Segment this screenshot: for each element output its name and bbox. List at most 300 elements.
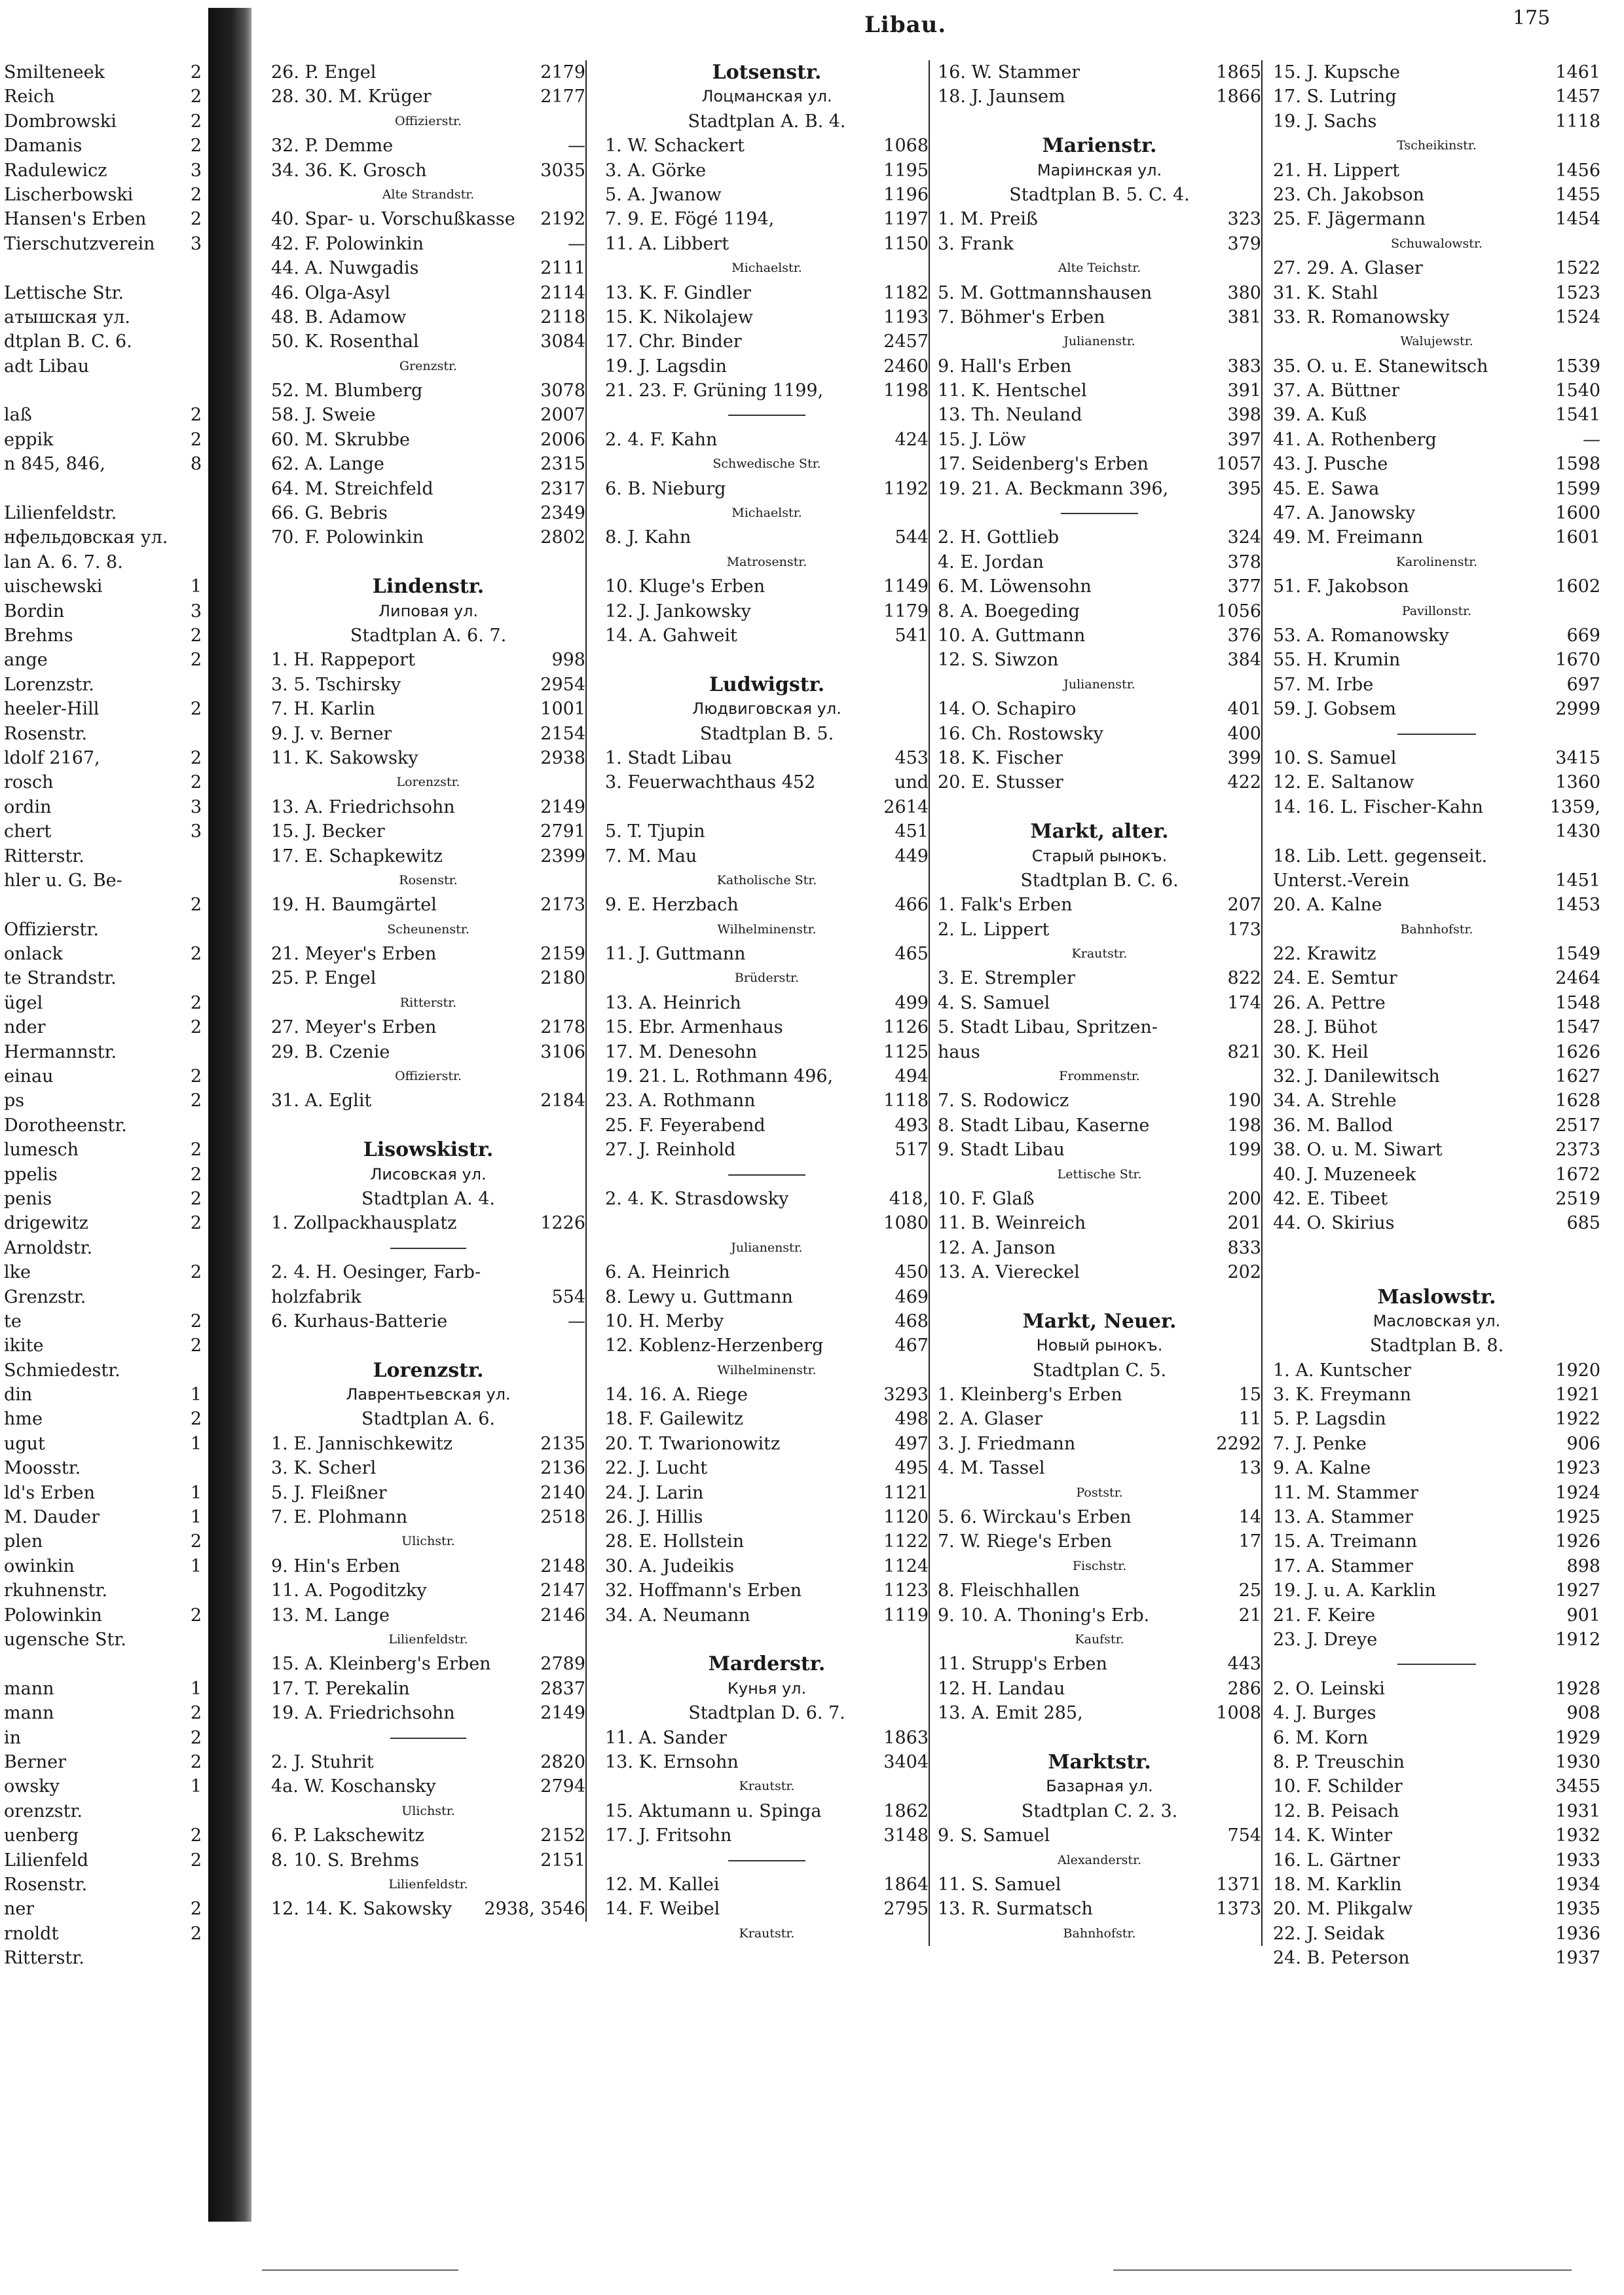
street-heading: Marienstr.: [1042, 134, 1157, 158]
stadtplan-ref: Stadtplan A. 6. 7.: [350, 625, 507, 646]
entry-number: 685: [1566, 1213, 1600, 1234]
entry-number: [195, 1358, 202, 1383]
entry-number: 2: [190, 1825, 202, 1846]
entry-number: 2135: [540, 1433, 585, 1454]
entry-number: 1922: [1555, 1409, 1600, 1430]
entry-number: 2: [190, 62, 202, 83]
entry-text: penis: [4, 1188, 52, 1209]
entry-number: 2: [190, 747, 202, 768]
entry-text: 9. S. Samuel: [938, 1825, 1050, 1846]
entry-text: 10. S. Samuel: [1273, 747, 1397, 768]
entry-number: 1457: [1555, 86, 1600, 107]
entry-text: lumesch: [4, 1140, 79, 1161]
entry-text: rnoldt: [4, 1923, 59, 1944]
entry-number: 2179: [540, 62, 585, 83]
entry-text: 13. R. Surmatsch: [938, 1899, 1093, 1920]
entry-number: [195, 354, 202, 379]
cross-street-label: Rosenstr.: [399, 872, 458, 887]
entry-text: 62. A. Lange: [271, 454, 384, 475]
entry-line: [938, 452, 1261, 476]
entry-number: 2460: [883, 356, 929, 377]
entry-number: 400: [1227, 723, 1261, 744]
entry-line: [938, 991, 1261, 1015]
entry-number: 1626: [1555, 1041, 1600, 1062]
entry-text: 3. E. Strempler: [938, 968, 1075, 989]
entry-number: 1936: [1555, 1923, 1600, 1944]
entry-line: [271, 1309, 585, 1334]
entry-text: 11. M. Stammer: [1273, 1482, 1418, 1503]
entry-number: 2: [190, 1140, 202, 1161]
entry-text: 15. Ebr. Armenhaus: [605, 1017, 783, 1038]
entry-text: 14. 16. A. Riege: [605, 1385, 748, 1406]
book-spine-shadow: [208, 8, 251, 2222]
entry-line: [605, 1309, 929, 1334]
entry-text: 8. P. Treuschin: [1273, 1751, 1405, 1772]
entry-number: 2399: [540, 846, 585, 867]
entry-text: 21. F. Keire: [1273, 1605, 1376, 1626]
entry-text: Rosenstr.: [4, 723, 88, 744]
entry-number: 1182: [883, 282, 929, 303]
entry-number: 1549: [1555, 944, 1600, 965]
entry-number: 1599: [1555, 478, 1600, 499]
entry-number: 1451: [1555, 870, 1600, 891]
entry-number: 1923: [1555, 1458, 1600, 1479]
entry-line: [1273, 1774, 1600, 1799]
entry-number: 1: [190, 1678, 202, 1699]
entry-number: 1933: [1555, 1850, 1600, 1871]
entry-text: 15. J. Löw: [938, 429, 1026, 450]
entry-text: 19. A. Friedrichsohn: [271, 1703, 455, 1724]
cross-street-label: Bahnhofstr.: [1063, 1926, 1136, 1941]
entry-line: [1273, 256, 1600, 280]
entry-text: 2. O. Leinski: [1273, 1678, 1385, 1699]
entry-text: 13. A. Friedrichsohn: [271, 796, 455, 817]
russian-street-name: Липовая ул.: [378, 601, 479, 620]
entry-text: 59. J. Gobsem: [1273, 699, 1396, 720]
entry-line: [1273, 1628, 1600, 1652]
cross-street-label: Frommenstr.: [1059, 1069, 1140, 1084]
entry-line: [1273, 868, 1600, 893]
entry-number: 465: [895, 944, 929, 965]
entry-text: 27. 29. A. Glaser: [1273, 258, 1423, 279]
entry-text: 34. A. Strehle: [1273, 1091, 1397, 1111]
entry-line: [605, 624, 929, 648]
entry-number: 1149: [883, 576, 929, 597]
entry-number: 1540: [1555, 381, 1600, 401]
entry-line: [1273, 770, 1600, 794]
russian-street-name: Кунья ул.: [727, 1679, 807, 1698]
entry-line: [938, 1211, 1261, 1235]
entry-text: 14. O. Schapiro: [938, 699, 1077, 720]
entry-text: 6. M. Korn: [1273, 1727, 1369, 1748]
column-3: [938, 60, 1263, 1946]
entry-line: [1273, 844, 1600, 868]
separator-rule: [1273, 1652, 1600, 1676]
entry-number: 2614: [883, 796, 929, 817]
entry-text: 57. M. Irbe: [1273, 674, 1374, 695]
entry-number: [1255, 1015, 1261, 1039]
entry-line: [938, 1529, 1261, 1554]
entry-number: 1: [190, 576, 202, 597]
entry-line: [4, 1603, 202, 1628]
entry-text: nder: [4, 1017, 46, 1038]
entry-line: [271, 942, 585, 966]
cross-street-label: Wilhelminenstr.: [717, 922, 817, 937]
entry-line: [4, 673, 202, 697]
entry-number: 1: [190, 1433, 202, 1454]
entry-line: [4, 109, 202, 134]
entry-text: owinkin: [4, 1556, 75, 1577]
entry-number: 401: [1227, 699, 1261, 720]
entry-text: 14. 16. L. Fischer-Kahn: [1273, 796, 1483, 817]
stadtplan-ref: Stadtplan A. 6.: [361, 1409, 495, 1430]
entry-text: 19. 21. L. Rothmann 496,: [605, 1066, 834, 1087]
entry-number: [195, 918, 202, 942]
entry-line: [4, 281, 202, 305]
entry-text: 16. L. Gärtner: [1273, 1850, 1401, 1871]
stadtplan-ref: Stadtplan A. B. 4.: [688, 111, 846, 132]
entry-text: 18. K. Fischer: [938, 747, 1063, 768]
entry-line: [4, 1628, 202, 1652]
entry-line: [4, 550, 202, 574]
entry-number: 908: [1566, 1703, 1600, 1724]
entry-text: 11. B. Weinreich: [938, 1213, 1086, 1234]
spacer: [4, 1652, 202, 1676]
entry-line: [938, 599, 1261, 624]
entry-number: 1124: [883, 1556, 929, 1577]
entry-line: [4, 868, 202, 893]
entry-text: 14. F. Weibel: [605, 1899, 720, 1920]
entry-text: 34. A. Neumann: [605, 1605, 750, 1626]
stadtplan-ref: Stadtplan B. 8.: [1369, 1335, 1504, 1356]
entry-line: [271, 329, 585, 354]
entry-text: 50. K. Rosenthal: [271, 331, 419, 352]
entry-number: [195, 966, 202, 990]
entry-text: 2. A. Glaser: [938, 1409, 1043, 1430]
entry-line: [4, 1529, 202, 1554]
entry-line: [271, 207, 585, 231]
entry-line: [1273, 1873, 1600, 1897]
entry-number: [195, 1799, 202, 1823]
entry-text: 18. F. Gailewitz: [605, 1409, 743, 1430]
entry-number: 379: [1227, 233, 1261, 254]
entry-number: 1935: [1555, 1899, 1600, 1920]
entry-text: din: [4, 1385, 33, 1406]
entry-line: [938, 1236, 1261, 1260]
entry-line: [271, 379, 585, 403]
entry-text: M. Dauder: [4, 1507, 100, 1528]
entry-number: 697: [1566, 674, 1600, 695]
entry-line: [4, 1383, 202, 1407]
entry-number: 1080: [883, 1213, 929, 1234]
entry-line: [605, 991, 929, 1015]
separator-rule: [938, 501, 1261, 525]
entry-line: [938, 1432, 1261, 1456]
cross-street-label: Katholische Str.: [716, 872, 817, 887]
entry-line: [1273, 109, 1600, 134]
entry-line: [605, 1481, 929, 1505]
entry-text: 39. A. Kuß: [1273, 405, 1367, 426]
entry-number: 3: [190, 821, 202, 842]
entry-number: 3084: [540, 331, 585, 352]
entry-text: 12. M. Kallei: [605, 1874, 720, 1895]
entry-line: [271, 1211, 585, 1235]
separator-rule: [605, 1848, 929, 1873]
entry-text: 33. R. Romanowsky: [1273, 307, 1450, 327]
entry-line: [1273, 1603, 1600, 1628]
entry-line: [605, 893, 929, 917]
entry-line: [271, 256, 585, 280]
entry-text: rkuhnenstr.: [4, 1580, 108, 1601]
entry-text: 26. P. Engel: [271, 62, 377, 83]
entry-text: 9. J. v. Berner: [271, 723, 392, 744]
entry-line: [1273, 1407, 1600, 1431]
entry-text: Lilienfeld: [4, 1850, 89, 1871]
entry-line: [938, 722, 1261, 746]
entry-line: [1273, 1823, 1600, 1848]
entry-line: [4, 1260, 202, 1284]
entry-line: [1273, 379, 1600, 403]
russian-street-name: Лаврентьевская ул.: [346, 1385, 511, 1404]
entry-text: te Strandstr.: [4, 968, 117, 989]
entry-text: 26. A. Pettre: [1273, 992, 1386, 1013]
entry-number: 2159: [540, 944, 585, 965]
entry-line: [1273, 1211, 1600, 1235]
entry-number: 173: [1227, 919, 1261, 940]
entry-number: 1126: [883, 1017, 929, 1038]
entry-text: 11. A. Libbert: [605, 233, 729, 254]
entry-text: 4. M. Tassel: [938, 1458, 1045, 1479]
entry-text: 32. J. Danilewitsch: [1273, 1066, 1440, 1087]
cross-street-label: Wilhelminenstr.: [717, 1362, 817, 1377]
entry-line: [1273, 1089, 1600, 1113]
entry-line: [605, 1799, 929, 1823]
entry-text: 6. M. Löwensohn: [938, 576, 1092, 597]
entry-number: 21: [1238, 1605, 1261, 1626]
entry-line: [1273, 1677, 1600, 1701]
entry-number: 821: [1227, 1041, 1261, 1062]
entry-line: [938, 1383, 1261, 1407]
entry-line: [4, 329, 202, 354]
entry-number: 1865: [1216, 62, 1261, 83]
entry-text: 7. W. Riege's Erben: [938, 1531, 1112, 1552]
entry-number: 2791: [540, 821, 585, 842]
entry-line: [1273, 525, 1600, 550]
entry-text: 18. M. Karklin: [1273, 1874, 1402, 1895]
entry-line: [938, 477, 1261, 501]
entry-number: 1601: [1555, 527, 1600, 548]
entry-text: 20. T. Twarionowitz: [605, 1433, 781, 1454]
entry-text: 7. S. Rodowicz: [938, 1091, 1069, 1111]
cross-street-label: Tscheikinstr.: [1397, 138, 1477, 153]
entry-line: [4, 1113, 202, 1138]
entry-line: [4, 844, 202, 868]
entry-text: 47. A. Janowsky: [1273, 503, 1416, 524]
entry-number: 1921: [1555, 1385, 1600, 1406]
entry-number: 2820: [540, 1751, 585, 1772]
entry-text: 51. F. Jakobson: [1273, 576, 1409, 597]
entry-text: 15. J. Becker: [271, 821, 385, 842]
entry-text: 11. Strupp's Erben: [938, 1654, 1107, 1675]
entry-line: [1273, 1358, 1600, 1383]
russian-street-name: Старый рынокъ.: [1031, 846, 1168, 865]
entry-number: 1598: [1555, 454, 1600, 475]
entry-number: 901: [1566, 1605, 1600, 1626]
entry-text: 12. B. Peisach: [1273, 1801, 1399, 1821]
entry-line: [4, 84, 202, 109]
entry-number: 2349: [540, 503, 585, 524]
entry-number: 1193: [883, 307, 929, 327]
bottom-rule: [262, 2269, 458, 2271]
entry-number: [195, 1113, 202, 1138]
entry-number: 418,: [889, 1188, 929, 1209]
entry-text: 14. K. Winter: [1273, 1825, 1392, 1846]
entry-number: [195, 550, 202, 574]
entry-line: [4, 1823, 202, 1848]
cross-street-label: Alexanderstr.: [1057, 1852, 1142, 1867]
entry-number: 1937: [1555, 1948, 1600, 1969]
entry-number: 3078: [540, 381, 585, 401]
entry-line: [271, 893, 585, 917]
entry-text: нфельдовская ул.: [4, 527, 168, 548]
street-heading: Lindenstr.: [372, 575, 485, 599]
column-2: [605, 60, 930, 1946]
entry-line: [271, 1652, 585, 1676]
spacer: [938, 795, 1261, 819]
entry-line: [605, 525, 929, 550]
entry-text: 36. M. Ballod: [1273, 1115, 1393, 1136]
entry-number: 2802: [540, 527, 585, 548]
entry-number: 2: [190, 1850, 202, 1871]
entry-number: 1920: [1555, 1360, 1600, 1381]
entry-line: [938, 1897, 1261, 1921]
entry-text: 5. 6. Wirckau's Erben: [938, 1507, 1132, 1528]
entry-text: 12. H. Landau: [938, 1678, 1065, 1699]
entry-line: [938, 207, 1261, 231]
entry-line: [938, 1040, 1261, 1064]
entry-line: [1273, 1456, 1600, 1480]
entry-line: [271, 697, 585, 721]
entry-number: 822: [1227, 968, 1261, 989]
entry-number: 1196: [883, 184, 929, 205]
entry-number: 397: [1227, 429, 1261, 450]
entry-line: [271, 134, 585, 158]
entry-number: 2146: [540, 1605, 585, 1626]
entry-number: 2: [190, 429, 202, 450]
entry-text: 1. W. Schackert: [605, 136, 745, 157]
entry-line: [4, 1848, 202, 1873]
entry-text: Hansen's Erben: [4, 209, 147, 230]
entry-number: 2: [190, 1605, 202, 1626]
entry-line: [605, 1334, 929, 1358]
entry-number: 2: [190, 1531, 202, 1552]
entry-text: 13. A. Viereckel: [938, 1262, 1080, 1283]
entry-number: 2: [190, 1091, 202, 1111]
stadtplan-ref: Stadtplan B. 5. C. 4.: [1009, 184, 1190, 205]
spacer: [938, 1285, 1261, 1309]
entry-text: 12. E. Saltanow: [1273, 772, 1414, 793]
entry-line: [4, 1163, 202, 1187]
entry-text: 25. F. Jägermann: [1273, 209, 1426, 230]
entry-text: 22. J. Lucht: [605, 1458, 708, 1479]
entry-text: 49. M. Freimann: [1273, 527, 1424, 548]
entry-text: 43. J. Pusche: [1273, 454, 1388, 475]
entry-line: [271, 84, 585, 109]
entry-line: [4, 1089, 202, 1113]
entry-line: [4, 795, 202, 819]
entry-number: 2: [190, 1188, 202, 1209]
cross-street-label: Matrosenstr.: [726, 554, 807, 569]
entry-text: adt Libau: [4, 356, 90, 377]
entry-line: [271, 795, 585, 819]
entry-text: 8. Lewy u. Guttmann: [605, 1286, 793, 1307]
entry-line: [4, 207, 202, 231]
entry-number: 199: [1227, 1140, 1261, 1161]
entry-text: 20. E. Stusser: [938, 772, 1063, 793]
entry-line: [4, 1456, 202, 1480]
entry-line: [605, 329, 929, 354]
entry-number: 499: [895, 992, 929, 1013]
entry-line: [1273, 60, 1600, 84]
entry-number: 1453: [1555, 895, 1600, 916]
entry-line: [4, 1701, 202, 1725]
entry-line: [271, 1578, 585, 1603]
entry-line: [4, 1432, 202, 1456]
entry-line: [271, 452, 585, 476]
entry-number: [195, 1040, 202, 1064]
entry-text: 18. Lib. Lett. gegenseit.: [1273, 846, 1488, 867]
entry-number: 1122: [883, 1531, 929, 1552]
entry-text: 40. Spar- u. Vorschußkasse: [271, 209, 515, 230]
entry-number: 380: [1227, 282, 1261, 303]
entry-number: 2149: [540, 1703, 585, 1724]
entry-text: Lettische Str.: [4, 282, 124, 303]
entry-text: 31. A. Eglit: [271, 1091, 372, 1111]
separator-rule: [271, 1726, 585, 1750]
entry-number: 1430: [1555, 821, 1600, 842]
cross-street-label: Ulichstr.: [401, 1534, 455, 1549]
entry-number: 2: [190, 1335, 202, 1356]
entry-text: ppelis: [4, 1164, 58, 1185]
entry-line: [938, 1578, 1261, 1603]
entry-line: [938, 1505, 1261, 1529]
street-heading: Lisowskistr.: [363, 1138, 494, 1162]
cross-street-label: Krautstr.: [739, 1779, 795, 1794]
entry-line: [1273, 354, 1600, 379]
entry-text: n 845, 846,: [4, 454, 105, 475]
entry-line: [4, 1236, 202, 1260]
cross-street-label: Kaufstr.: [1075, 1632, 1124, 1647]
column-1: [271, 60, 587, 1922]
street-heading: Marderstr.: [708, 1652, 826, 1676]
separator-rule: [605, 403, 929, 427]
entry-number: [1594, 844, 1600, 868]
entry-text: 8. A. Boegeding: [938, 601, 1080, 622]
entry-line: [938, 281, 1261, 305]
entry-line: [938, 60, 1261, 84]
entry-line: [4, 159, 202, 183]
entry-number: 2173: [540, 895, 585, 916]
entry-text: 13. Th. Neuland: [938, 405, 1082, 426]
entry-text: 17. M. Denesohn: [605, 1041, 758, 1062]
cross-street-label: Julianenstr.: [1063, 677, 1135, 692]
entry-number: —: [568, 233, 585, 254]
entry-number: 1862: [883, 1801, 929, 1821]
entry-number: 2519: [1555, 1188, 1600, 1209]
entry-line: [1273, 1064, 1600, 1089]
entry-number: 1195: [883, 160, 929, 181]
entry-line: [605, 942, 929, 966]
